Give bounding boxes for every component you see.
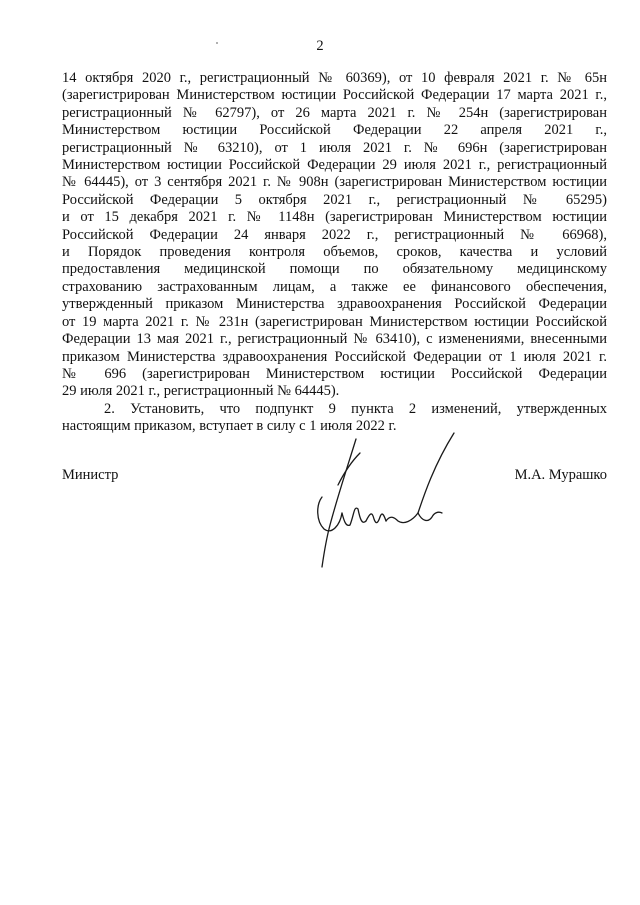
text-line: (зарегистрирован Министерством юстиции Российской Федерации 17 марта 2021 г., xyxy=(62,87,607,104)
text-line: Министерством юстиции Российской Федерации 29 июля 2021 г., регистрационный xyxy=(62,157,607,174)
text-line: и Порядок проведения контроля объемов, сроков, качества и условий xyxy=(62,244,607,261)
text-line: Федерации 13 мая 2021 г., регистрационный № 63410), с изменениями, внесенными xyxy=(62,331,607,348)
text-line: 14 октября 2020 г., регистрационный № 60369), от 10 февраля 2021 г. № 65н xyxy=(62,70,607,86)
text-line: регистрационный № 62797), от 26 марта 2021 г. № 254н (зарегистрирован xyxy=(62,104,607,121)
text-line: 2. Установить, что подпункт 9 пункта 2 изменений, утвержденных xyxy=(104,400,607,417)
paragraph-1 xyxy=(62,70,607,401)
text-line: приказом Министерства здравоохранения Российской Федерации от 1 июля 2021 г. xyxy=(62,348,607,365)
text-line: 29 июля 2021 г., регистрационный № 64445). xyxy=(62,383,340,400)
handwritten-signature-icon xyxy=(308,425,458,575)
text-line: от 19 марта 2021 г. № 231н (зарегистрирован Министерством юстиции Российской xyxy=(62,313,607,330)
text-line: настоящим приказом, вступает в силу с 1 июля 2022 г. xyxy=(62,418,397,435)
text-line: предоставления медицинской помощи по обязательному медицинскому xyxy=(62,261,607,278)
text-line: № 64445), от 3 сентября 2021 г. № 908н (зарегистрирован Министерством юстиции xyxy=(62,174,607,191)
scan-speck xyxy=(216,42,218,44)
signer-name: М.А. Мурашко xyxy=(514,467,607,483)
text-line: утвержденный приказом Министерства здравоохранения Российской Федерации xyxy=(62,296,607,313)
text-line: № 696 (зарегистрирован Министерством юстиции Российской Федерации xyxy=(62,365,607,382)
signer-title: Министр xyxy=(62,467,119,483)
text-line: страхованию застрахованным лицам, а также ее финансового обеспечения, xyxy=(62,278,607,295)
text-line: и от 15 декабря 2021 г. № 1148н (зарегистрирован Министерством юстиции xyxy=(62,209,607,226)
text-line: Российской Федерации 5 октября 2021 г., регистрационный № 65295) xyxy=(62,191,607,208)
document-body xyxy=(62,70,607,436)
text-line: Российской Федерации 24 января 2022 г., регистрационный № 66968), xyxy=(62,226,607,243)
page-number: 2 xyxy=(316,38,324,54)
text-line: регистрационный № 63210), от 1 июля 2021 г. № 696н (зарегистрирован xyxy=(62,139,607,156)
text-line: Министерством юстиции Российской Федерации 22 апреля 2021 г., xyxy=(62,122,607,139)
